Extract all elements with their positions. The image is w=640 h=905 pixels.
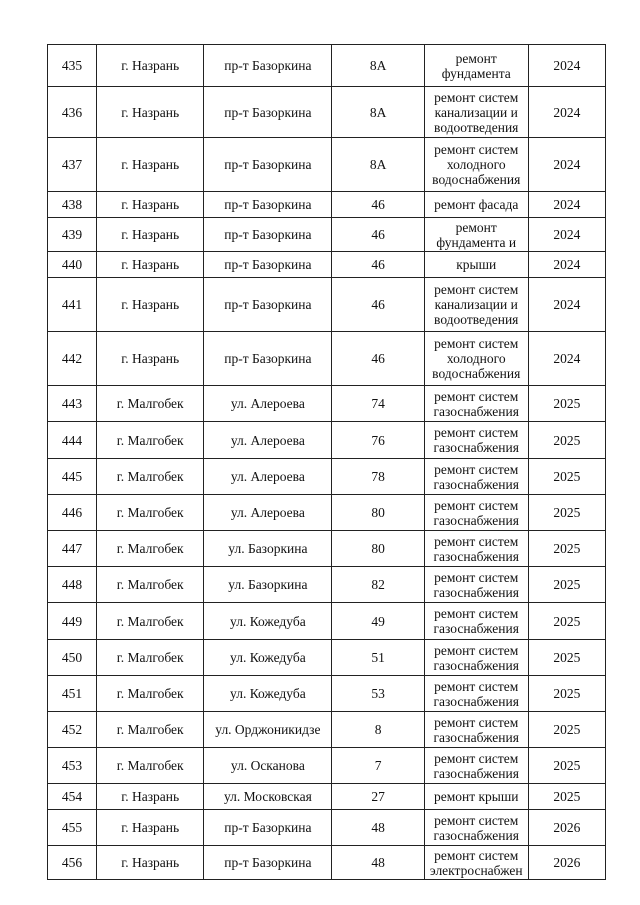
house-number-cell: 8А: [332, 45, 424, 87]
row-number: 456: [48, 846, 97, 880]
work-type-cell: ремонт систем газоснабжения: [424, 459, 528, 495]
house-number-cell: 27: [332, 784, 424, 810]
house-number-cell: 8: [332, 712, 424, 748]
table-row: [48, 422, 606, 459]
street-cell: ул. Алероева: [204, 422, 332, 459]
city-cell: г. Назрань: [97, 784, 204, 810]
house-number-cell: 49: [332, 603, 424, 640]
year-cell: 2025: [528, 712, 605, 748]
year-cell: 2024: [528, 218, 605, 252]
street-cell: ул. Алероева: [204, 495, 332, 531]
work-type-cell: ремонт систем газоснабжения: [424, 640, 528, 676]
year-cell: 2025: [528, 784, 605, 810]
work-type-cell: крыши: [424, 252, 528, 278]
work-type-cell: ремонт систем газоснабжения: [424, 495, 528, 531]
year-cell: 2024: [528, 45, 605, 87]
year-cell: 2024: [528, 278, 605, 332]
street-cell: пр-т Базоркина: [204, 87, 332, 138]
city-cell: г. Назрань: [97, 252, 204, 278]
year-cell: 2025: [528, 531, 605, 567]
table-row: [48, 45, 606, 87]
city-cell: г. Малгобек: [97, 422, 204, 459]
house-number-cell: 46: [332, 218, 424, 252]
row-number: 450: [48, 640, 97, 676]
table-row: [48, 810, 606, 846]
street-cell: ул. Московская: [204, 784, 332, 810]
row-number: 448: [48, 567, 97, 603]
city-cell: г. Назрань: [97, 192, 204, 218]
city-cell: г. Малгобек: [97, 676, 204, 712]
house-number-cell: 46: [332, 192, 424, 218]
city-cell: г. Назрань: [97, 846, 204, 880]
row-number: 454: [48, 784, 97, 810]
year-cell: 2025: [528, 748, 605, 784]
house-number-cell: 8А: [332, 138, 424, 192]
row-number: 451: [48, 676, 97, 712]
table-row: [48, 567, 606, 603]
row-number: 435: [48, 45, 97, 87]
city-cell: г. Малгобек: [97, 712, 204, 748]
year-cell: 2025: [528, 386, 605, 422]
year-cell: 2024: [528, 332, 605, 386]
row-number: 453: [48, 748, 97, 784]
street-cell: ул. Кожедуба: [204, 603, 332, 640]
street-cell: ул. Базоркина: [204, 567, 332, 603]
table-row: [48, 784, 606, 810]
row-number: 449: [48, 603, 97, 640]
city-cell: г. Малгобек: [97, 495, 204, 531]
house-number-cell: 78: [332, 459, 424, 495]
city-cell: г. Назрань: [97, 810, 204, 846]
work-type-cell: ремонт систем газоснабжения: [424, 531, 528, 567]
street-cell: пр-т Базоркина: [204, 252, 332, 278]
city-cell: г. Малгобек: [97, 531, 204, 567]
work-type-cell: ремонт систем холодного водоснабжения: [424, 332, 528, 386]
table-row: [48, 603, 606, 640]
street-cell: ул. Алероева: [204, 459, 332, 495]
work-type-cell: ремонт систем газоснабжения: [424, 603, 528, 640]
year-cell: 2025: [528, 567, 605, 603]
row-number: 442: [48, 332, 97, 386]
work-type-cell: ремонт систем канализации и водоотведения: [424, 87, 528, 138]
street-cell: пр-т Базоркина: [204, 810, 332, 846]
street-cell: пр-т Базоркина: [204, 192, 332, 218]
row-number: 438: [48, 192, 97, 218]
house-number-cell: 46: [332, 278, 424, 332]
row-number: 444: [48, 422, 97, 459]
year-cell: 2024: [528, 252, 605, 278]
table-row: [48, 278, 606, 332]
city-cell: г. Назрань: [97, 218, 204, 252]
street-cell: пр-т Базоркина: [204, 846, 332, 880]
house-number-cell: 53: [332, 676, 424, 712]
table-row: [48, 386, 606, 422]
street-cell: ул. Кожедуба: [204, 676, 332, 712]
year-cell: 2025: [528, 640, 605, 676]
house-number-cell: 48: [332, 810, 424, 846]
work-type-cell: ремонт систем электроснабжен: [424, 846, 528, 880]
city-cell: г. Назрань: [97, 278, 204, 332]
year-cell: 2025: [528, 495, 605, 531]
work-type-cell: ремонт систем газоснабжения: [424, 748, 528, 784]
table-row: [48, 712, 606, 748]
city-cell: г. Малгобек: [97, 567, 204, 603]
work-type-cell: ремонт систем газоснабжения: [424, 712, 528, 748]
year-cell: 2025: [528, 603, 605, 640]
work-type-cell: ремонт фундамента и: [424, 218, 528, 252]
house-number-cell: 76: [332, 422, 424, 459]
table-row: [48, 138, 606, 192]
row-number: 439: [48, 218, 97, 252]
work-type-cell: ремонт фундамента: [424, 45, 528, 87]
street-cell: ул. Базоркина: [204, 531, 332, 567]
street-cell: пр-т Базоркина: [204, 278, 332, 332]
row-number: 452: [48, 712, 97, 748]
street-cell: ул. Кожедуба: [204, 640, 332, 676]
year-cell: 2024: [528, 192, 605, 218]
city-cell: г. Назрань: [97, 332, 204, 386]
row-number: 443: [48, 386, 97, 422]
table-row: [48, 640, 606, 676]
table-row: [48, 192, 606, 218]
street-cell: ул. Осканова: [204, 748, 332, 784]
city-cell: г. Малгобек: [97, 640, 204, 676]
row-number: 455: [48, 810, 97, 846]
table-row: [48, 332, 606, 386]
year-cell: 2025: [528, 459, 605, 495]
street-cell: пр-т Базоркина: [204, 218, 332, 252]
row-number: 446: [48, 495, 97, 531]
table-row: [48, 676, 606, 712]
city-cell: г. Малгобек: [97, 459, 204, 495]
work-type-cell: ремонт систем газоснабжения: [424, 422, 528, 459]
year-cell: 2024: [528, 138, 605, 192]
city-cell: г. Малгобек: [97, 748, 204, 784]
house-number-cell: 82: [332, 567, 424, 603]
house-number-cell: 8А: [332, 87, 424, 138]
house-number-cell: 46: [332, 332, 424, 386]
work-type-cell: ремонт крыши: [424, 784, 528, 810]
table-row: [48, 748, 606, 784]
row-number: 447: [48, 531, 97, 567]
work-type-cell: ремонт систем газоснабжения: [424, 567, 528, 603]
table-row: [48, 495, 606, 531]
street-cell: ул. Алероева: [204, 386, 332, 422]
repair-schedule-table: [47, 44, 606, 880]
row-number: 437: [48, 138, 97, 192]
table-row: [48, 87, 606, 138]
street-cell: пр-т Базоркина: [204, 332, 332, 386]
row-number: 441: [48, 278, 97, 332]
house-number-cell: 74: [332, 386, 424, 422]
house-number-cell: 7: [332, 748, 424, 784]
table-row: [48, 252, 606, 278]
table-row: [48, 459, 606, 495]
street-cell: ул. Орджоникидзе: [204, 712, 332, 748]
row-number: 445: [48, 459, 97, 495]
work-type-cell: ремонт фасада: [424, 192, 528, 218]
row-number: 436: [48, 87, 97, 138]
house-number-cell: 51: [332, 640, 424, 676]
street-cell: пр-т Базоркина: [204, 45, 332, 87]
table-row: [48, 531, 606, 567]
city-cell: г. Назрань: [97, 87, 204, 138]
street-cell: пр-т Базоркина: [204, 138, 332, 192]
city-cell: г. Назрань: [97, 138, 204, 192]
row-number: 440: [48, 252, 97, 278]
work-type-cell: ремонт систем канализации и водоотведения: [424, 278, 528, 332]
year-cell: 2026: [528, 810, 605, 846]
house-number-cell: 46: [332, 252, 424, 278]
city-cell: г. Малгобек: [97, 603, 204, 640]
table-row: [48, 218, 606, 252]
city-cell: г. Малгобек: [97, 386, 204, 422]
year-cell: 2026: [528, 846, 605, 880]
year-cell: 2025: [528, 422, 605, 459]
house-number-cell: 80: [332, 531, 424, 567]
work-type-cell: ремонт систем газоснабжения: [424, 386, 528, 422]
table-row: [48, 846, 606, 880]
work-type-cell: ремонт систем газоснабжения: [424, 676, 528, 712]
work-type-cell: ремонт систем холодного водоснабжения: [424, 138, 528, 192]
year-cell: 2025: [528, 676, 605, 712]
city-cell: г. Назрань: [97, 45, 204, 87]
work-type-cell: ремонт систем газоснабжения: [424, 810, 528, 846]
table-body: [48, 45, 606, 880]
house-number-cell: 80: [332, 495, 424, 531]
year-cell: 2024: [528, 87, 605, 138]
house-number-cell: 48: [332, 846, 424, 880]
